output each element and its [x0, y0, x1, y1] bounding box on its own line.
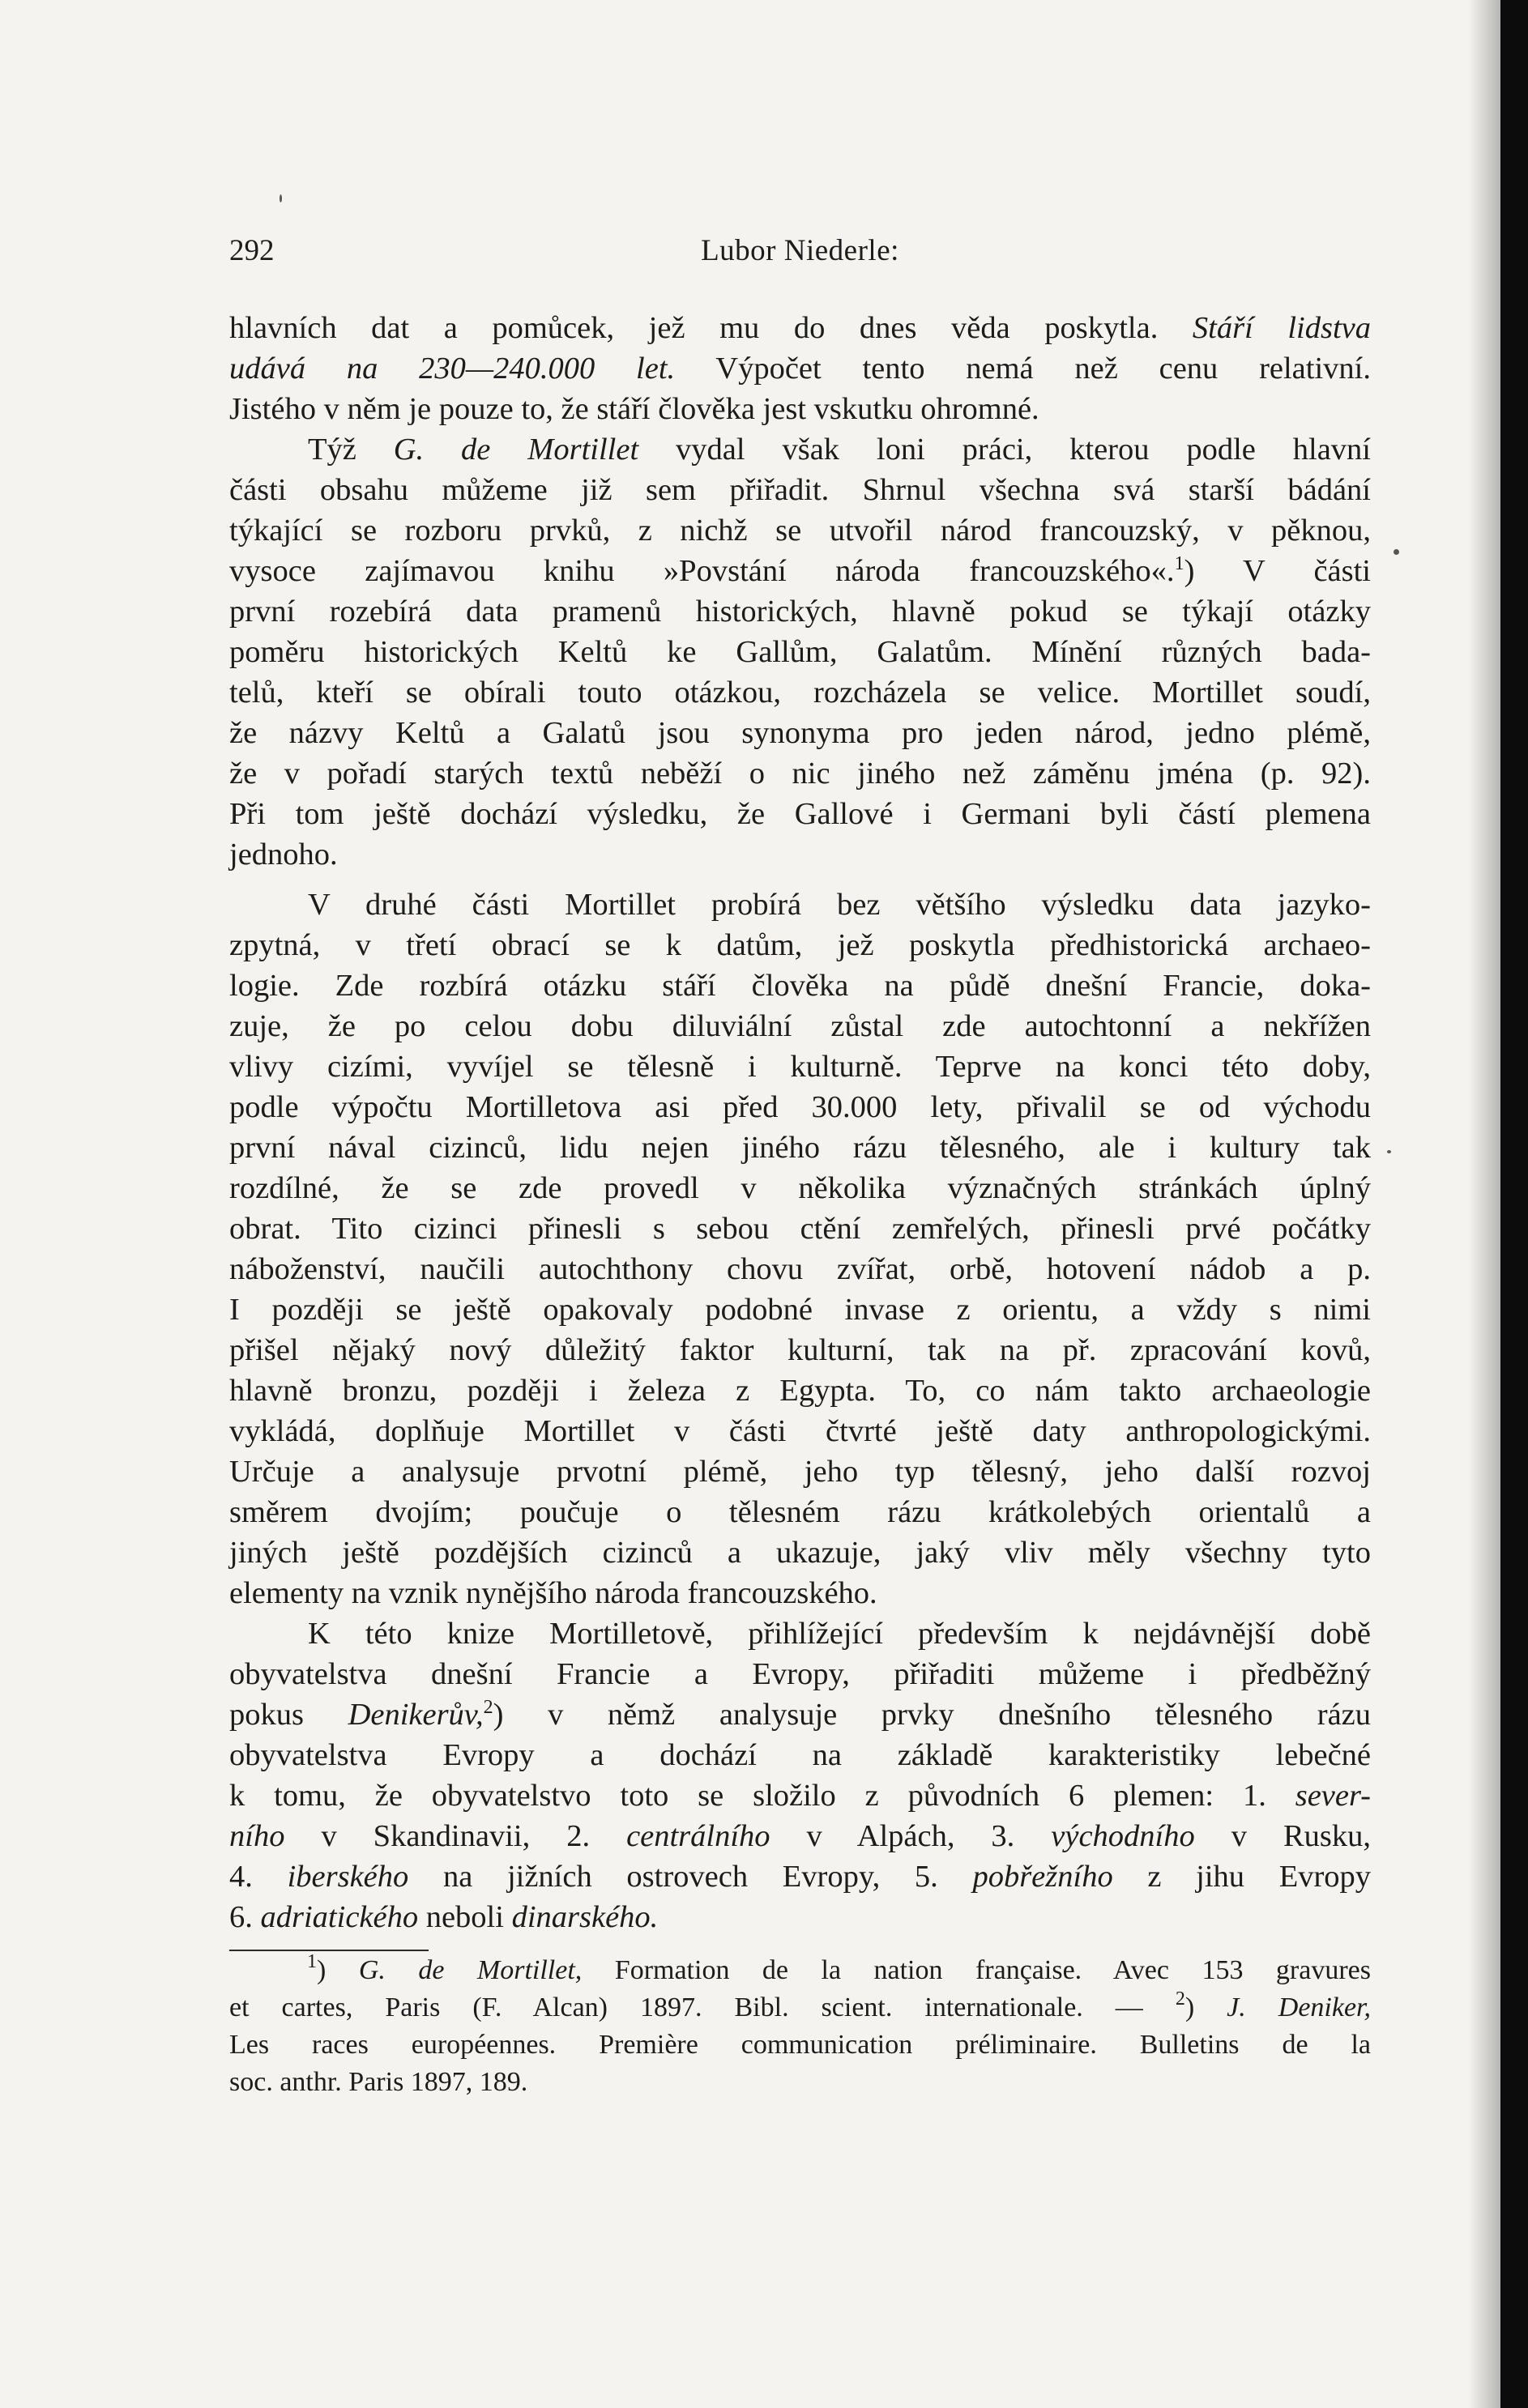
text-line: obyvatelstva dnešní Francie a Evropy, přiřaditi můžeme i předběžný [229, 1657, 1371, 1691]
running-title: Lubor Niederle: [701, 234, 899, 267]
text-line: rozdílné, že se zde provedl v několika význačných stránkách úplný [229, 1171, 1371, 1205]
text-line: směrem dvojím; poučuje o tělesném rázu krátkolebých orientalů a [229, 1495, 1371, 1529]
text-line: pokus Denikerův,$^2$) v němž analysuje prvky dnešního tělesného rázu [229, 1697, 1372, 1732]
text-line: jednoho. [229, 837, 338, 872]
text-line: 4. iberského na jižních ostrovech Evropy, 5. pobřežního z jihu Evropy [229, 1860, 1372, 1894]
footnote-divider [229, 1950, 429, 1951]
text-line: 6. adriatického neboli dinarského. [229, 1900, 659, 1934]
page-header [229, 233, 1371, 274]
footnotes [229, 1952, 1371, 2101]
text-line: jiných ještě pozdějších cizinců a ukazuje, jaký vliv měly všechny tyto [229, 1536, 1371, 1570]
text-line: Určuje a analysuje prvotní plémě, jeho typ tělesný, jeho další rozvoj [229, 1455, 1371, 1489]
text-line: vykládá, doplňuje Mortillet v části čtvrté ještě daty anthropologickými. [229, 1414, 1371, 1448]
text-line: ního v Skandinavii, 2. centrálního v Alpách, 3. východního v Rusku, [229, 1819, 1372, 1853]
footnote-ref: 1 [1174, 553, 1184, 574]
text-line: první nával cizinců, lidu nejen jiného rázu tělesného, ale i kultury tak [229, 1131, 1371, 1165]
text-line: obrat. Tito cizinci přinesli s sebou ctění zemřelých, přinesli prvé počátky [229, 1212, 1371, 1246]
text-line: udává na 230—240.000 let. Výpočet tento nemá než cenu relativní. [229, 352, 1371, 386]
body-text [229, 308, 1371, 1937]
footnote-ref: 2 [483, 1697, 493, 1718]
footnote-line: $^1$) G. de Mortillet, Formation de la nation française. Avec 153 gravures [307, 1951, 1371, 1985]
text-line: K této knize Mortilletově, přihlížející především k nejdávnější době [308, 1617, 1371, 1651]
text-line: zpytná, v třetí obrací se k datům, jež poskytla předhistorická archaeo- [229, 928, 1371, 962]
footnote-line: soc. anthr. Paris 1897, 189. [229, 2067, 528, 2097]
paper-speck [280, 194, 282, 202]
text-line: I později se ještě opakovaly podobné invase z orientu, a vždy s nimi [229, 1293, 1371, 1327]
text-line: poměru historických Keltů ke Gallům, Galatům. Mínění různých bada- [229, 635, 1371, 669]
text-line: Při tom ještě dochází výsledku, že Gallové i Germani byli částí plemena [229, 797, 1371, 831]
footnote-line: et cartes, Paris (F. Alcan) 1897. Bibl. scient. internationale. — $^2$) J. Deniker, [229, 1988, 1372, 2022]
text-line: že názvy Keltů a Galatů jsou synonyma pro jeden národ, jedno plémě, [229, 716, 1371, 750]
footnote-line: Les races européennes. Première communication préliminaire. Bulletins de la [229, 2030, 1371, 2060]
text-line: zuje, že po celou dobu diluviální zůstal zde autochtonní a nekřížen [229, 1009, 1371, 1043]
text-line: obyvatelstva Evropy a dochází na základě karakteristiky lebečné [229, 1738, 1371, 1772]
paper-speck [1387, 1150, 1391, 1153]
text-line: vysoce zajímavou knihu »Povstání národa francouzského«.$^1$) V části [229, 553, 1371, 588]
page-number: 292 [229, 234, 275, 267]
text-line: hlavně bronzu, později i železa z Egypta. To, co nám takto archaeologie [229, 1374, 1371, 1408]
text-line: telů, kteří se obírali touto otázkou, rozcházela se velice. Mortillet soudí, [229, 676, 1371, 710]
text-line: první rozebírá data pramenů historických, hlavně pokud se týkají otázky [229, 595, 1371, 629]
text-line: logie. Zde rozbírá otázku stáří člověka na půdě dnešní Francie, doka- [229, 969, 1371, 1003]
text-line: V druhé části Mortillet probírá bez většího výsledku data jazyko- [308, 888, 1371, 922]
text-line: hlavních dat a pomůcek, jež mu do dnes věda poskytla. Stáří lidstva [229, 311, 1371, 345]
text-line: týkající se rozboru prvků, z nichž se utvořil národ francouzský, v pěknou, [229, 514, 1371, 548]
text-line: k tomu, že obyvatelstvo toto se složilo z původních 6 plemen: 1. sever- [229, 1779, 1371, 1813]
text-line: Jistého v něm je pouze to, že stáří člověka jest vskutku ohromné. [229, 392, 1039, 426]
text-line: elementy na vznik nynějšího národa francouzského. [229, 1576, 877, 1610]
page-edge-shadow [1468, 0, 1500, 2408]
text-line: podle výpočtu Mortilletova asi před 30.000 lety, přivalil se od východu [229, 1090, 1371, 1124]
paper-speck [1394, 549, 1399, 555]
text-line: vlivy cizími, vyvíjel se tělesně i kulturně. Teprve na konci této doby, [229, 1050, 1371, 1084]
text-line: části obsahu můžeme již sem přiřadit. Shrnul všechna svá starší bádání [229, 473, 1371, 507]
text-line: náboženství, naučili autochthony chovu zvířat, orbě, hotovení nádob a p. [229, 1252, 1371, 1286]
text-line: Týž G. de Mortillet vydal však loni práci, kterou podle hlavní [308, 433, 1372, 467]
text-line: že v pořadí starých textů neběží o nic jiného než záměnu jména (p. 92). [229, 756, 1371, 791]
text-line: přišel nějaký nový důležitý faktor kulturní, tak na př. zpracování kovů, [229, 1333, 1371, 1367]
